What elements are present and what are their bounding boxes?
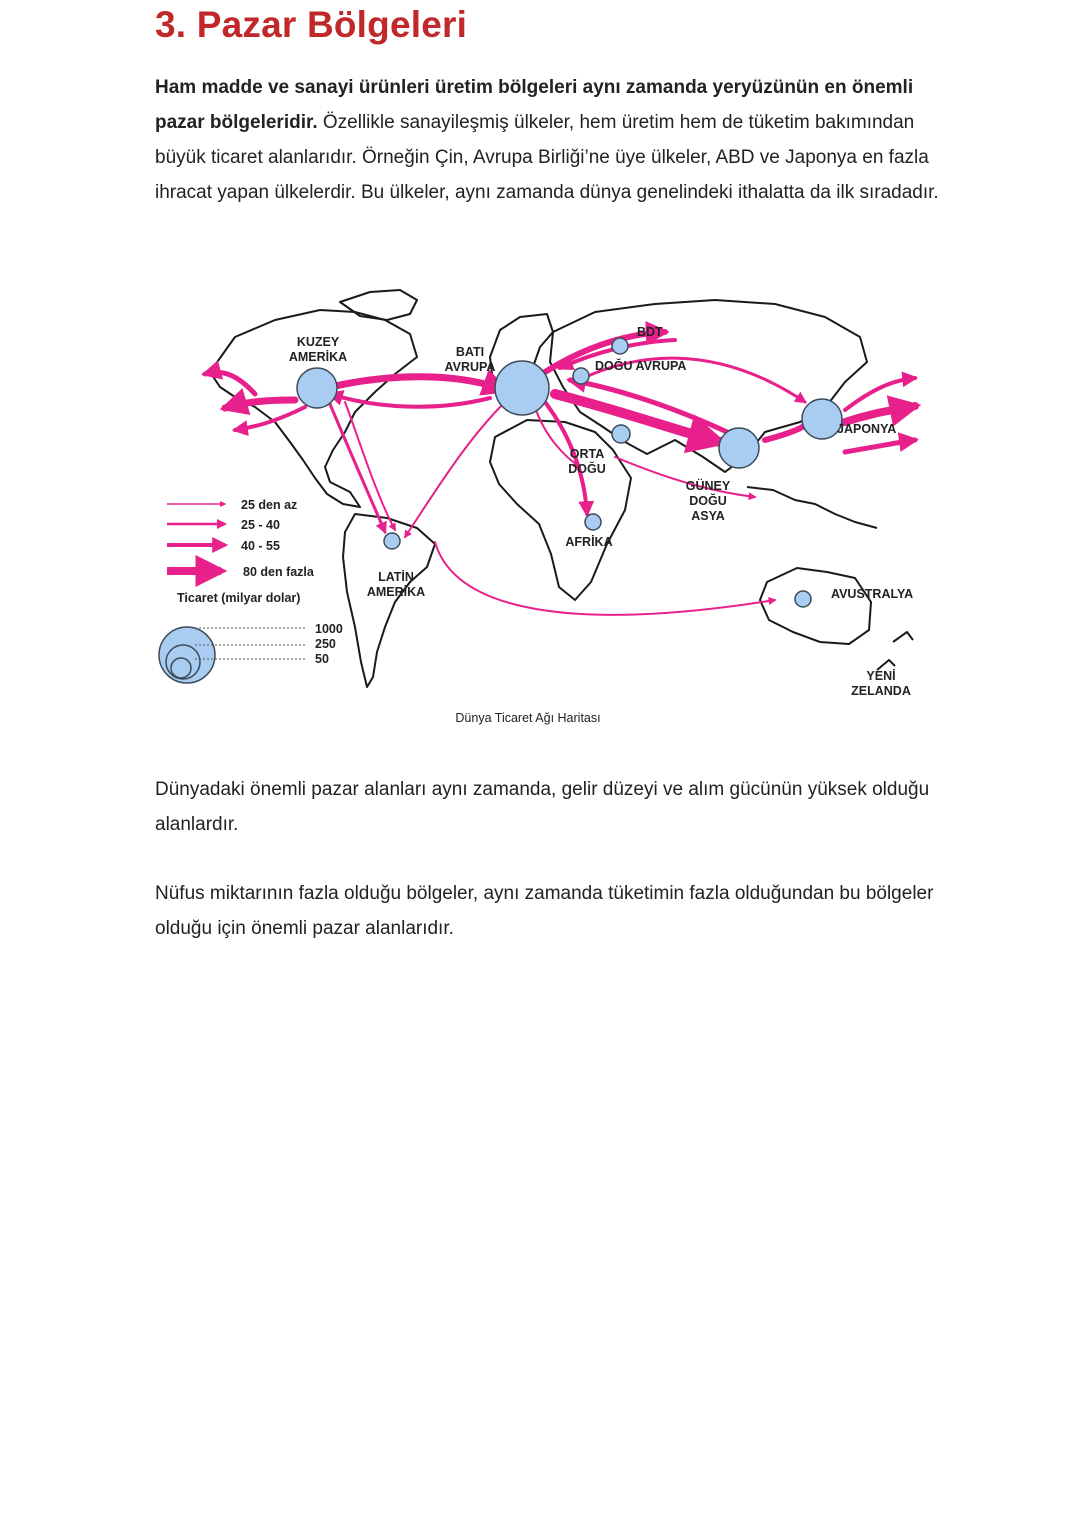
trade-arrow xyxy=(845,440,915,452)
label-guney-dogu-asya-3: ASYA xyxy=(691,509,725,523)
node-afrika xyxy=(585,514,601,530)
legend-circle-label-1: 1000 xyxy=(315,622,343,636)
trade-arrow xyxy=(435,542,775,615)
node-guney-dogu-asya xyxy=(719,428,759,468)
trade-arrow xyxy=(330,404,385,532)
legend-circle-label-2: 250 xyxy=(315,637,336,651)
node-dogu-avrupa xyxy=(573,368,589,384)
legend-circle-small xyxy=(171,658,191,678)
map-legend xyxy=(159,498,343,683)
legend-arrow-label-2: 25 - 40 xyxy=(241,518,280,532)
legend-title: Ticaret (milyar dolar) xyxy=(177,591,301,605)
trade-arrow xyxy=(310,377,505,392)
legend-arrow-label-4: 80 den fazla xyxy=(243,565,314,579)
intro-paragraph xyxy=(155,70,945,210)
africa-outline xyxy=(490,420,631,600)
australia-outline xyxy=(760,568,871,644)
intro-body-text: Özellikle sanayileşmiş ülkeler, hem üretim hem de tüketim bakımından büyük ticaret alanlarıdır. Örneğin Çin, Avrupa Birliği’ne üye ülkeler, ABD ve Japonya en fazla ihracat yapan ülkelerdir. Bu ülkeler, aynı zamanda dünya genelindeki ithalatta da ilk sıradadır. xyxy=(155,112,939,203)
world-trade-map xyxy=(155,282,925,732)
label-bdt: BDT xyxy=(637,325,663,339)
node-bati-avrupa xyxy=(495,361,549,415)
map-caption: Dünya Ticaret Ağı Haritası xyxy=(455,711,601,725)
label-guney-dogu-asya-1: GÜNEY xyxy=(685,479,731,493)
node-bdt xyxy=(612,338,628,354)
label-dogu-avrupa: DOĞU AVRUPA xyxy=(595,359,687,373)
page-title: 3. Pazar Bölgeleri xyxy=(155,4,468,45)
node-avustralya xyxy=(795,591,811,607)
trade-arrow xyxy=(845,406,915,422)
label-yeni-zelanda-2: ZELANDA xyxy=(851,684,911,698)
trade-arrow xyxy=(225,400,295,408)
label-kuzey-amerika-2: AMERİKA xyxy=(288,350,348,364)
label-orta-dogu-2: DOĞU xyxy=(568,462,606,476)
label-japonya: JAPONYA xyxy=(837,422,897,436)
paragraph-3: Nüfus miktarının fazla olduğu bölgeler, aynı zamanda tüketimin fazla olduğundan bu bölgeler olduğu için önemli pazar alanlarıdır. xyxy=(155,883,934,939)
node-japonya xyxy=(802,399,842,439)
node-kuzey-amerika xyxy=(297,368,337,408)
label-yeni-zelanda-1: YENİ xyxy=(866,669,896,683)
southeast-asia-islands-outline xyxy=(747,487,877,528)
trade-arrow xyxy=(405,402,505,537)
trade-arrow xyxy=(330,394,490,407)
greenland-outline xyxy=(340,290,417,320)
legend-arrow-label-3: 40 - 55 xyxy=(241,539,280,553)
trade-arrow xyxy=(345,402,395,530)
label-bati-avrupa-2: AVRUPA xyxy=(444,360,496,374)
paragraph-2: Dünyadaki önemli pazar alanları aynı zamanda, gelir düzeyi ve alım gücünün yüksek olduğu alanlardır. xyxy=(155,779,930,835)
label-bati-avrupa-1: BATI xyxy=(455,345,485,359)
label-latin-amerika-1: LATİN xyxy=(378,570,414,584)
node-orta-dogu xyxy=(612,425,630,443)
legend-circle-label-3: 50 xyxy=(315,652,329,666)
label-afrika: AFRİKA xyxy=(565,535,613,549)
intro-bold-text: Ham madde ve sanayi ürünleri üretim bölgeleri aynı zamanda yeryüzünün en önemli pazar bölgeleridir. xyxy=(155,77,914,133)
label-orta-dogu-1: ORTA xyxy=(569,447,605,461)
label-avustralya: AVUSTRALYA xyxy=(831,587,914,601)
label-guney-dogu-asya-2: DOĞU xyxy=(689,494,727,508)
label-kuzey-amerika-1: KUZEY xyxy=(296,335,340,349)
label-latin-amerika-2: AMERİKA xyxy=(366,585,426,599)
node-latin-amerika xyxy=(384,533,400,549)
legend-arrow-label-1: 25 den az xyxy=(241,498,298,512)
new-zealand-outline xyxy=(877,632,913,670)
